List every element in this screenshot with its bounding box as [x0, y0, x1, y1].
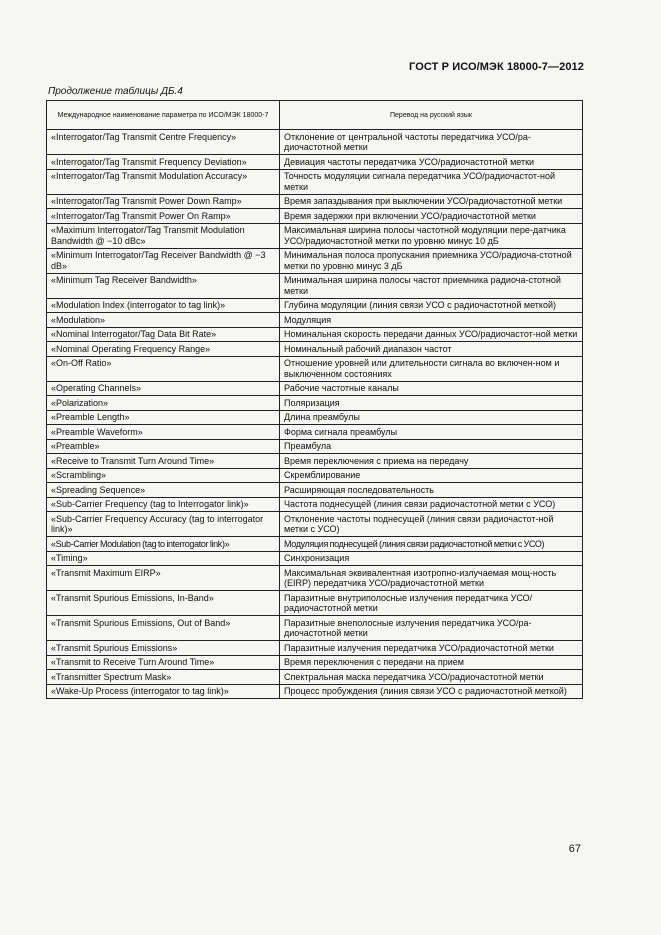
russian-translation-cell: Время переключения с приема на передачу: [280, 454, 583, 469]
russian-translation-cell: Процесс пробуждения (линия связи УСО с радиочастотной меткой): [280, 684, 583, 699]
russian-translation-cell: Спектральная маска передатчика УСО/радиочастотной метки: [280, 670, 583, 685]
standard-header: ГОСТ Р ИСО/МЭК 18000-7—2012: [409, 61, 584, 73]
international-term-cell: «Sub-Carrier Frequency (tag to Interrogator link)»: [47, 497, 280, 512]
table-row: [47, 223, 583, 248]
table-row: [47, 194, 583, 209]
international-term-cell: «Transmit Spurious Emissions, Out of Band»: [47, 616, 280, 641]
international-term-cell: «Sub-Carrier Frequency Accuracy (tag to interrogator link)»: [47, 512, 280, 537]
table-row: [47, 298, 583, 313]
russian-translation-cell: Синхронизация: [280, 551, 583, 566]
international-term-cell: «Modulation Index (interrogator to tag link)»: [47, 298, 280, 313]
international-term-cell: «Interrogator/Tag Transmit Power On Ramp»: [47, 209, 280, 224]
terms-table: [46, 100, 583, 699]
international-term-cell: «On-Off Ratio»: [47, 356, 280, 381]
table-row: [47, 410, 583, 425]
table-row: [47, 591, 583, 616]
table-row: [47, 483, 583, 498]
russian-translation-cell: Девиация частоты передатчика УСО/радиочастотной метки: [280, 155, 583, 170]
table-row: [47, 497, 583, 512]
table-row: [47, 439, 583, 454]
table-row: [47, 209, 583, 224]
russian-translation-cell: Модуляция: [280, 313, 583, 328]
table-row: [47, 130, 583, 155]
table-row: [47, 396, 583, 411]
table-row: [47, 273, 583, 298]
international-term-cell: «Transmit Spurious Emissions»: [47, 641, 280, 656]
russian-translation-cell: Расширяющая последовательность: [280, 483, 583, 498]
russian-translation-cell: Максимальная ширина полосы частотной модуляции пере-датчика УСО/радиочастотной метки по уровню минус 10 дБ: [280, 223, 583, 248]
russian-translation-cell: Паразитные излучения передатчика УСО/радиочастотной метки: [280, 641, 583, 656]
table-row: [47, 454, 583, 469]
international-term-cell: «Interrogator/Tag Transmit Power Down Ramp»: [47, 194, 280, 209]
russian-translation-cell: Отклонение от центральной частоты передатчика УСО/ра-диочастотной метки: [280, 130, 583, 155]
international-term-cell: «Wake-Up Process (interrogator to tag link)»: [47, 684, 280, 699]
russian-translation-cell: Длина преамбулы: [280, 410, 583, 425]
international-term-cell: «Nominal Interrogator/Tag Data Bit Rate»: [47, 327, 280, 342]
russian-translation-cell: Отношение уровней или длительности сигнала во включен-ном и выключенном состояниях: [280, 356, 583, 381]
table-row: [47, 356, 583, 381]
international-term-cell: «Preamble»: [47, 439, 280, 454]
table-row: [47, 537, 583, 552]
international-term-cell: «Interrogator/Tag Transmit Modulation Accuracy»: [47, 169, 280, 194]
international-term-cell: «Polarization»: [47, 396, 280, 411]
table-row: [47, 313, 583, 328]
russian-translation-cell: Время запаздывания при выключении УСО/радиочастотной метки: [280, 194, 583, 209]
russian-translation-cell: Поляризация: [280, 396, 583, 411]
international-term-cell: «Operating Channels»: [47, 381, 280, 396]
table-header-row: [47, 101, 583, 130]
table-row: [47, 155, 583, 170]
international-term-cell: «Transmit to Receive Turn Around Time»: [47, 655, 280, 670]
international-term-cell: «Interrogator/Tag Transmit Frequency Deviation»: [47, 155, 280, 170]
table-row: [47, 566, 583, 591]
russian-translation-cell: Максимальная эквивалентная изотропно-излучаемая мощ-ность (EIRP) передатчика УСО/радиочастотной метки: [280, 566, 583, 591]
russian-translation-cell: Минимальная полоса пропускания приемника УСО/радиоча-стотной метки по уровню минус 3 дБ: [280, 248, 583, 273]
table-row: [47, 670, 583, 685]
table-row: [47, 616, 583, 641]
international-term-cell: «Receive to Transmit Turn Around Time»: [47, 454, 280, 469]
table-row: [47, 381, 583, 396]
russian-translation-cell: Отклонение частоты поднесущей (линия связи радиочастот-ной метки с УСО): [280, 512, 583, 537]
russian-translation-cell: Паразитные внутриполосные излучения передатчика УСО/радиочастотной метки: [280, 591, 583, 616]
table-row: [47, 684, 583, 699]
russian-translation-cell: Время задержки при включении УСО/радиочастотной метки: [280, 209, 583, 224]
international-term-cell: «Timing»: [47, 551, 280, 566]
international-term-cell: «Transmit Maximum EIRP»: [47, 566, 280, 591]
international-term-cell: «Interrogator/Tag Transmit Centre Frequency»: [47, 130, 280, 155]
table-caption: Продолжение таблицы ДБ.4: [48, 86, 183, 97]
table-row: [47, 327, 583, 342]
international-term-cell: «Nominal Operating Frequency Range»: [47, 342, 280, 357]
russian-translation-cell: Минимальная ширина полосы частот приемника радиоча-стотной метки: [280, 273, 583, 298]
column-header-international-name: Международное наименование параметра по ИСО/МЭК 18000-7: [47, 101, 280, 130]
international-term-cell: «Minimum Tag Receiver Bandwidth»: [47, 273, 280, 298]
russian-translation-cell: Форма сигнала преамбулы: [280, 425, 583, 440]
international-term-cell: «Spreading Sequence»: [47, 483, 280, 498]
russian-translation-cell: Паразитные внеполосные излучения передатчика УСО/ра-диочастотной метки: [280, 616, 583, 641]
table-row: [47, 655, 583, 670]
russian-translation-cell: Время переключения с передачи на прием: [280, 655, 583, 670]
table-row: [47, 551, 583, 566]
international-term-cell: «Transmitter Spectrum Mask»: [47, 670, 280, 685]
russian-translation-cell: Частота поднесущей (линия связи радиочастотной метки с УСО): [280, 497, 583, 512]
table-row: [47, 425, 583, 440]
russian-translation-cell: Номинальная скорость передачи данных УСО/радиочастот-ной метки: [280, 327, 583, 342]
international-term-cell: «Preamble Length»: [47, 410, 280, 425]
international-term-cell: «Minimum Interrogator/Tag Receiver Bandwidth @ −3 dB»: [47, 248, 280, 273]
international-term-cell: «Maximum Interrogator/Tag Transmit Modulation Bandwidth @ −10 dBc»: [47, 223, 280, 248]
russian-translation-cell: Номинальный рабочий диапазон частот: [280, 342, 583, 357]
column-header-russian-translation: Перевод на русский язык: [280, 101, 583, 130]
international-term-cell: «Sub-Carrier Modulation (tag to interrogator link)»: [47, 537, 280, 552]
table-row: [47, 248, 583, 273]
international-term-cell: «Modulation»: [47, 313, 280, 328]
table-row: [47, 512, 583, 537]
international-term-cell: «Preamble Waveform»: [47, 425, 280, 440]
russian-translation-cell: Глубина модуляции (линия связи УСО с радиочастотной меткой): [280, 298, 583, 313]
russian-translation-cell: Модуляция поднесущей (линия связи радиочастотной метки с УСО): [280, 537, 583, 552]
international-term-cell: «Transmit Spurious Emissions, In-Band»: [47, 591, 280, 616]
table-row: [47, 169, 583, 194]
table-row: [47, 641, 583, 656]
russian-translation-cell: Рабочие частотные каналы: [280, 381, 583, 396]
russian-translation-cell: Скремблирование: [280, 468, 583, 483]
russian-translation-cell: Преамбула: [280, 439, 583, 454]
russian-translation-cell: Точность модуляции сигнала передатчика УСО/радиочастот-ной метки: [280, 169, 583, 194]
international-term-cell: «Scrambling»: [47, 468, 280, 483]
page-number: 67: [568, 843, 581, 855]
table-row: [47, 342, 583, 357]
table-row: [47, 468, 583, 483]
